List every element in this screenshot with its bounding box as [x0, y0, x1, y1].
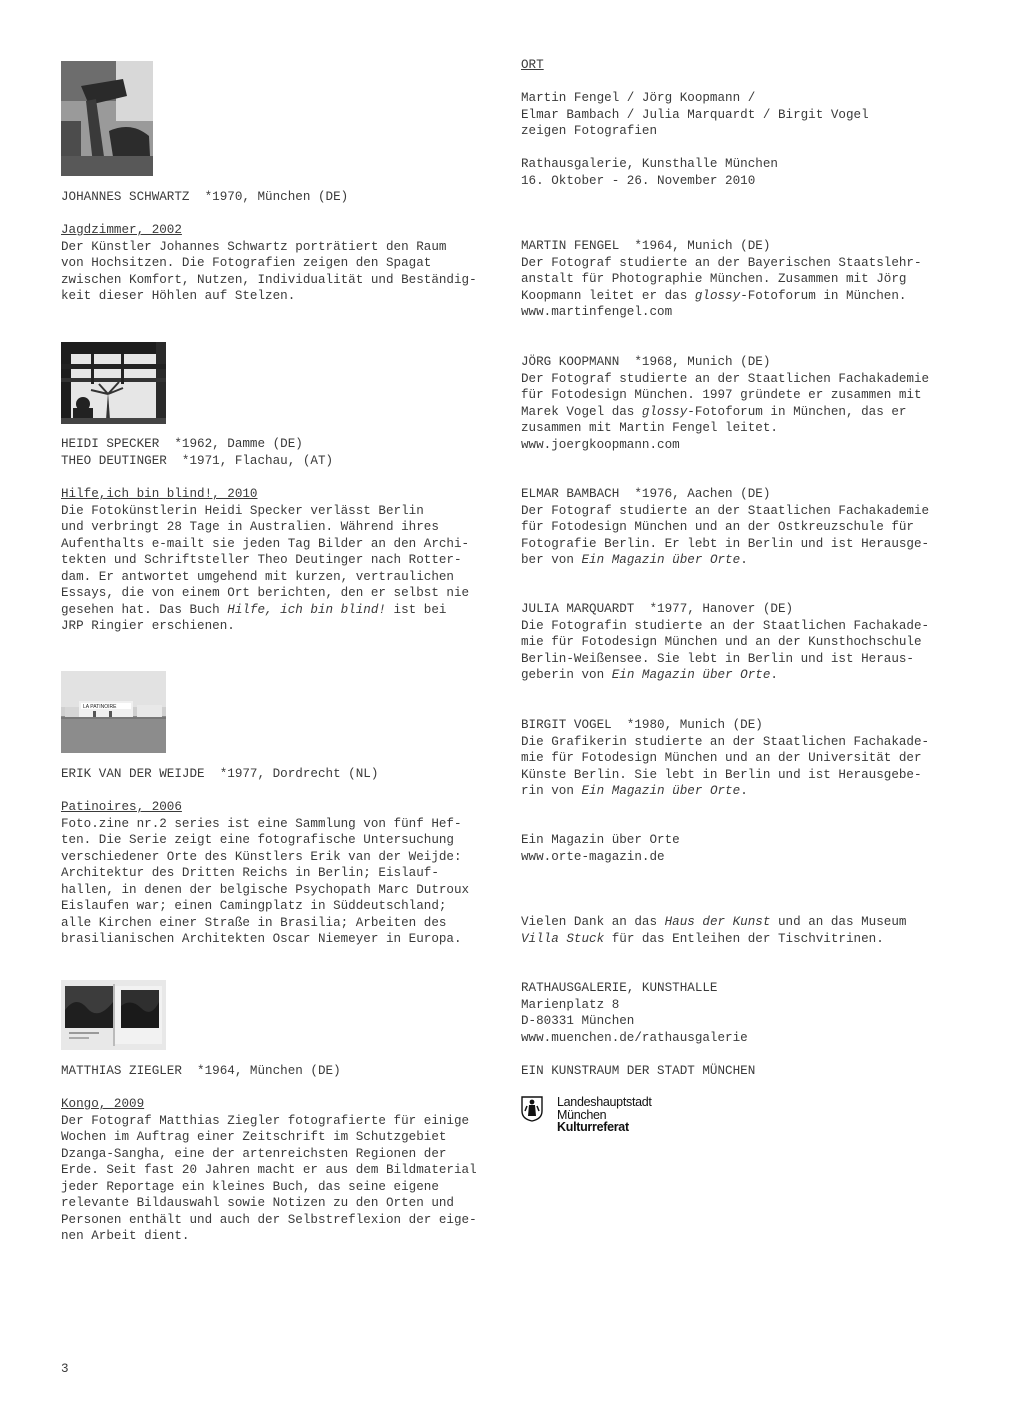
body-line: JRP Ringier erschienen.	[61, 619, 235, 633]
intro-line: Elmar Bambach / Julia Marquardt / Birgit Vogel	[521, 107, 869, 122]
sign-text: LA PATINOIRE	[83, 704, 117, 710]
body-line: Eislaufen war; einen Camingplatz in Süddeutschland;	[61, 899, 447, 913]
address-line: Marienplatz 8	[521, 997, 620, 1012]
body-line: nen Arbeit dient.	[61, 1229, 190, 1243]
photo-kongo-book	[61, 980, 166, 1050]
bio-line: geberin von Ein Magazin über Orte.	[521, 668, 778, 682]
body-line: tekten und Schriftsteller Theo Deutinger nach Rotter-	[61, 553, 462, 567]
body-line: dam. Er antwortet umgehend mit kurzen, vertraulichen	[61, 569, 454, 584]
magazine-name: Ein Magazin über Orte	[521, 833, 680, 847]
body-line: Der Fotograf Matthias Ziegler fotografierte für einige	[61, 1113, 470, 1128]
artist-header: JOHANNES SCHWARTZ *1970, München (DE)	[61, 190, 349, 204]
body-line: Erde. Seit fast 20 Jahren macht er aus dem Bildmaterial	[61, 1163, 477, 1177]
bio-line: für Fotodesign München. 1997 gründete er zusammen mit	[521, 388, 922, 402]
artist-header: HEIDI SPECKER *1962, Damme (DE)	[61, 437, 303, 451]
bio-line: rin von Ein Magazin über Orte.	[521, 784, 748, 798]
bio-line: Die Grafikerin studierte an der Staatlichen Fachakade-	[521, 734, 930, 749]
muenchen-crest-icon	[521, 1096, 543, 1122]
work-title: Patinoires, 2006	[61, 800, 182, 814]
body-line: Foto.zine nr.2 series ist eine Sammlung von fünf Hef-	[61, 816, 462, 831]
body-line: relevante Bildauswahl sowie Notizen zu den Orten und	[61, 1196, 454, 1210]
body-line: Architektur des Dritten Reichs in Berlin; Eislauf-	[61, 866, 439, 880]
bio-line: Koopmann leitet er das glossy-Fotoforum in München.	[521, 288, 907, 303]
muenchen-kulturreferat-logo	[521, 1096, 681, 1136]
logo-line: München	[557, 1107, 607, 1122]
body-line: Wochen im Auftrag einer Zeitschrift im Schutzgebiet	[61, 1130, 447, 1144]
bio-header: JÖRG KOOPMANN *1968, Munich (DE)	[521, 355, 771, 369]
bio-line: Künste Berlin. Sie lebt in Berlin und ist Herausgebe-	[521, 767, 922, 782]
photo-jagdzimmer	[61, 61, 153, 176]
address-line: D-80331 München	[521, 1014, 635, 1028]
body-line: hallen, in denen der belgische Psychopath Marc Dutroux	[61, 882, 470, 897]
kunstraum-line: EIN KUNSTRAUM DER STADT MÜNCHEN	[521, 1064, 756, 1078]
bio-line: mie für Fotodesign München und an der Kunsthochschule	[521, 635, 922, 649]
logo-line: Kulturreferat	[557, 1120, 629, 1134]
work-title: Jagdzimmer, 2002	[61, 223, 182, 237]
work-title: Hilfe,ich bin blind!, 2010	[61, 487, 258, 501]
body-line: Personen enthält und auch der Selbstreflexion der eige-	[61, 1212, 477, 1227]
body-line: brasilianischen Architekten Oscar Niemeyer in Europa.	[61, 932, 462, 946]
bio-line: Die Fotografin studierte an der Staatlichen Fachakade-	[521, 618, 930, 633]
intro-line: zeigen Fotografien	[521, 124, 658, 138]
body-line: Der Künstler Johannes Schwartz porträtiert den Raum	[61, 239, 447, 254]
bio-header: BIRGIT VOGEL *1980, Munich (DE)	[521, 718, 763, 732]
bio-line: Berlin-Weißensee. Sie lebt in Berlin und ist Heraus-	[521, 651, 914, 666]
venue-line: Rathausgalerie, Kunsthalle München	[521, 157, 778, 171]
artist-header: MATTHIAS ZIEGLER *1964, München (DE)	[61, 1064, 341, 1078]
bio-line: Marek Vogel das glossy-Fotoforum in München, das er	[521, 404, 907, 419]
body-line: Aufenthalts e-mailt sie jeden Tag Bilder an den Archi-	[61, 536, 470, 551]
body-line: Dzanga-Sangha, eine der artenreichsten Regionen der	[61, 1146, 447, 1161]
thanks-line: Villa Stuck für das Entleihen der Tischvitrinen.	[521, 931, 884, 946]
work-title: Kongo, 2009	[61, 1097, 145, 1111]
artist-header: THEO DEUTINGER *1971, Flachau, (AT)	[61, 453, 334, 468]
bio-line: zusammen mit Martin Fengel leitet.	[521, 421, 778, 435]
bio-line: ber von Ein Magazin über Orte.	[521, 553, 748, 567]
body-line: zwischen Komfort, Nutzen, Individualität und Beständig-	[61, 272, 477, 287]
bio-header: ELMAR BAMBACH *1976, Aachen (DE)	[521, 487, 771, 501]
body-line: Essays, die von einem Ort berichten, den er selbst nie	[61, 586, 470, 600]
bio-line: Der Fotograf studierte an der Bayerischen Staatslehr-	[521, 255, 922, 270]
address-link[interactable]: www.muenchen.de/rathausgalerie	[521, 1030, 748, 1045]
address-line: RATHAUSGALERIE, KUNSTHALLE	[521, 981, 718, 995]
body-line: jeder Reportage ein kleines Buch, das seine eigene	[61, 1179, 439, 1194]
bio-header: MARTIN FENGEL *1964, Munich (DE)	[521, 239, 771, 253]
body-line: verschiedener Orte des Künstlers Erik van der Weijde:	[61, 849, 462, 864]
intro-line: Martin Fengel / Jörg Koopmann /	[521, 91, 756, 105]
body-line: ten. Die Serie zeigt eine fotografische Untersuchung	[61, 833, 454, 847]
body-line: Die Fotokünstlerin Heidi Specker verlässt Berlin	[61, 503, 424, 518]
bio-header: JULIA MARQUARDT *1977, Hanover (DE)	[521, 602, 794, 616]
body-line: gesehen hat. Das Buch Hilfe, ich bin blind! ist bei	[61, 602, 447, 617]
bio-line: anstalt für Photographie München. Zusammen mit Jörg	[521, 272, 907, 286]
thanks-line: Vielen Dank an das Haus der Kunst und an das Museum	[521, 915, 907, 929]
ort-heading: ORT	[521, 58, 544, 72]
logo-line: Landeshauptstadt	[557, 1095, 652, 1109]
website-link[interactable]: www.joergkoopmann.com	[521, 437, 680, 452]
magazine-link[interactable]: www.orte-magazin.de	[521, 849, 665, 864]
photo-hilfe-ich-bin-blind	[61, 342, 166, 424]
artist-header: ERIK VAN DER WEIJDE *1977, Dordrecht (NL)	[61, 767, 379, 781]
bio-line: Fotografie Berlin. Er lebt in Berlin und ist Herausge-	[521, 536, 930, 551]
website-link[interactable]: www.martinfengel.com	[521, 305, 673, 319]
photo-patinoires	[61, 671, 166, 753]
body-line: alle Kirchen einer Straße in Brasilia; Arbeiten des	[61, 915, 447, 930]
page-number: 3	[61, 1362, 69, 1376]
bio-line: für Fotodesign München und an der Ostkreuzschule für	[521, 520, 914, 534]
bio-line: mie für Fotodesign München und an der Universität der	[521, 751, 922, 765]
bio-line: Der Fotograf studierte an der Staatlichen Fachakademie	[521, 371, 930, 386]
bio-line: Der Fotograf studierte an der Staatlichen Fachakademie	[521, 503, 930, 518]
body-line: und verbringt 28 Tage in Australien. Während ihres	[61, 520, 439, 534]
venue-line: 16. Oktober - 26. November 2010	[521, 173, 756, 188]
body-line: keit dieser Höhlen auf Stelzen.	[61, 289, 296, 303]
body-line: von Hochsitzen. Die Fotografien zeigen den Spagat	[61, 256, 432, 270]
book-title: Hilfe, ich bin blind!	[227, 602, 386, 617]
